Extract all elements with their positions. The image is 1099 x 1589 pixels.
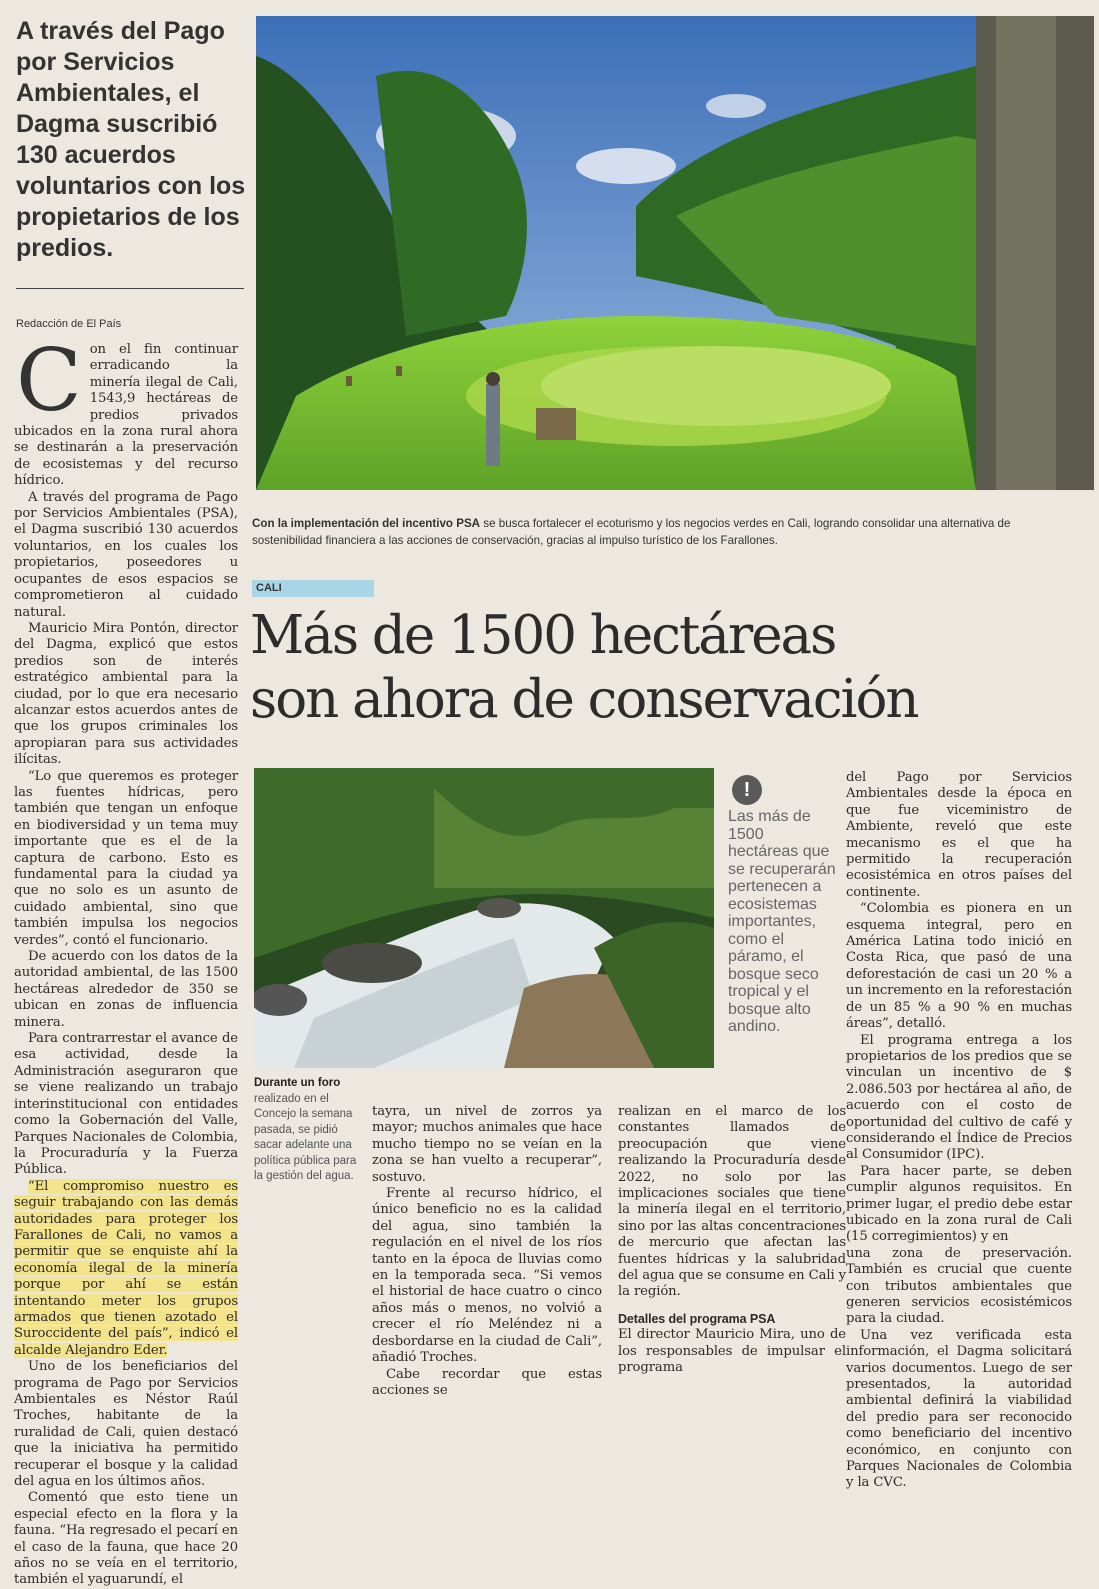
paragraph: A través del programa de Pago por Servicios Ambientales (PSA), el Dagma suscribió 130 acuerdos voluntarios, en los cuales los propietarios, poseedores u ocupantes de esos espacios se comprometieron al cuidado natural. xyxy=(14,489,238,620)
photo-caption-2 xyxy=(254,1076,364,1185)
photo-caption xyxy=(252,515,1052,549)
headline-line-2: son ahora de conservación xyxy=(250,669,918,730)
byline: Redacción de El País xyxy=(16,318,122,330)
drop-cap: C xyxy=(16,331,82,431)
paragraph: Para contrarrestar el avance de esa actividad, desde la Administración aseguraron que se viene realizando un trabajo interinstitucional con entidades como la Gobernación del Valle, Parques Nacionales de Colombia, la Procuraduría y la Fuerza Pública. xyxy=(14,1031,238,1178)
lead-summary: A través del Pago por Servicios Ambientales, el Dagma suscribió 130 acuerdos voluntarios con los propietarios de los predios. xyxy=(16,17,246,262)
paragraph: Comentó que esto tiene un especial efecto en la flora y la fauna. “Ha regresado el pecarí en el caso de la fauna, que hace 20 años no se veía en el territorio, también el yaguarundí, el xyxy=(14,1490,238,1588)
subheading: Detalles del programa PSA xyxy=(618,1311,776,1326)
caption-text: se busca fortalecer el ecoturismo y los negocios verdes en Cali, logrando consolidar una alternativa de sostenibilidad financiera a las acciones de conservación, gracias al impulso turístico de los Farallones. xyxy=(252,517,1011,547)
paragraph: Frente al recurso hídrico, el único beneficio no es la calidad del agua, sino también la regulación en el nivel de los ríos tanto en la época de lluvias como en la temporada seca. “Si vemos el historial de hace cuatro o cinco años más o menos, no volvió a crecer el río Meléndez ni a desbordarse en la ciudad de Cali”, añadió Troches. xyxy=(372,1186,602,1366)
headline-line-1: Más de 1500 hectáreas xyxy=(250,605,836,666)
paragraph: del Pago por Servicios Ambientales desde la época en que fue viceministro de Ambiente, reveló que este mecanismo es el que ha permitido la recuperación ecosistémica en otros países del continente. xyxy=(846,770,1072,900)
headline xyxy=(250,604,1080,732)
paragraph: Una vez verificada esta información, el Dagma solicitará varios documentos. Luego de ser presentados, la autoridad ambiental definirá la viabilidad del predio para ser reconocido como beneficiario del incentivo económico, en conjunto con Parques Nacionales de Colombia y la CVC. xyxy=(846,1327,1072,1491)
paragraph: Para hacer parte, se deben cumplir algunos requisitos. En primer lugar, el predio debe estar ubicado en la zona rural de Cali (15 corregimientos) y en xyxy=(846,1163,1072,1245)
paragraph: “Colombia es pionera en un esquema integral, pero en América Latina todo inició en Costa Rica, que pasó de una deforestación de casi un 20 % a un incremento en la reforestación de un 85 % a 90 % en muchas áreas”, detalló. xyxy=(846,901,1072,1032)
exclamation-icon: ! xyxy=(732,775,762,805)
callout-box: Las más de 1500 hectáreas que se recuperarán pertenecen a ecosistemas importantes, como el páramo, el bosque seco tropical y el bosque alto andino. xyxy=(728,808,836,1035)
paragraph: on el fin continuar erradicando la minería ilegal de Cali, 1543,9 hectáreas de predios privados ubicados en la zona rural ahora se destinarán a la preservación de ecosistemas y del recurso hídrico. xyxy=(14,342,238,489)
paragraph: El programa entrega a los propietarios de los predios que se vinculan un incentivo de $ 2.086.503 por hectárea al año, de acuerdo con el costo de oportunidad del cultivo de café y considerando el Índice de Precios al Consumidor (IPC). xyxy=(846,1032,1072,1163)
paragraph: Uno de los beneficiarios del programa de Pago por Servicios Ambientales es Néstor Raúl Troches, habitante de la ruralidad de Cali, quien destacó que la iniciativa ha permitido recuperar el bosque y la calidad del agua en los últimos años. xyxy=(14,1359,238,1490)
section-tag: CALI xyxy=(252,580,374,597)
column-2 xyxy=(372,1104,602,1399)
column-4 xyxy=(846,770,1072,1492)
caption-text: realizado en el Concejo la semana pasada, se pidió sacar adelante una política pública para la gestión del agua. xyxy=(254,1092,357,1182)
landscape-photo xyxy=(256,16,1094,490)
landscape-photo-art xyxy=(256,16,1094,490)
lead-divider xyxy=(16,288,244,289)
paragraph: Cabe recordar que estas acciones se xyxy=(372,1366,602,1398)
paragraph: “Lo que queremos es proteger las fuentes hídricas, pero también que tengan un enfoque en biodiversidad y un tema muy importante que es el de la captura de carbono. Esto es fundamental para la ciudad ya que no solo es un asunto de cuidado ambiental, sino que también impulsa los negocios verdes”, contó el funcionario. xyxy=(14,768,238,948)
caption-lead: Con la implementación del incentivo PSA xyxy=(252,517,481,530)
paragraph: tayra, un nivel de zorros ya mayor; muchos animales que hace mucho tiempo no se veían en la zona se han vuelto a recuperar”, sostuvo. xyxy=(372,1104,602,1185)
paragraph: El director Mauricio Mira, uno de los responsables de impulsar el programa xyxy=(618,1327,846,1376)
column-3 xyxy=(618,1104,846,1377)
paragraph: Mauricio Mira Pontón, director del Dagma, explicó que estos predios son de interés estratégico ambiental para la ciudad, por lo que era necesario alcanzar estos acuerdos antes de que los grupos criminales los apropiaran para sus actividades ilícitas. xyxy=(14,620,238,768)
paragraph: De acuerdo con los datos de la autoridad ambiental, de las 1500 hectáreas alrededor de 350 se ubican en zonas de influencia minera. xyxy=(14,949,238,1030)
paragraph: una zona de preservación. También es crucial que cuente con tributos ambientales que generen servicios ecosistémicos para la ciudad. xyxy=(846,1245,1072,1327)
paragraph: realizan en el marco de los constantes llamados de preocupación que viene realizando la Procuraduría desde 2022, no solo por las implicaciones sociales que tiene la minería ilegal en el territorio, sino por las altas concentraciones de mercurio que afectan las fuentes hídricas y la salubridad del agua que se consume en Cali y la región. xyxy=(618,1104,847,1300)
quote-text: “El compromiso nuestro es seguir trabajando con las demás autoridades para proteger los Farallones de Cali, no vamos a permitir que se enquiste ahí la economía ilegal de la minería porque por ahí se están intentando meter los grupos armados que tienen azotado el Suroccidente del país”, indicó el alcalde Alejandro Eder. xyxy=(14,1178,238,1358)
river-photo-art xyxy=(254,768,714,1068)
caption-lead: Durante un foro xyxy=(254,1077,341,1089)
highlighted-quote xyxy=(14,1179,238,1359)
column-1 xyxy=(14,331,238,1589)
river-photo xyxy=(254,768,714,1068)
